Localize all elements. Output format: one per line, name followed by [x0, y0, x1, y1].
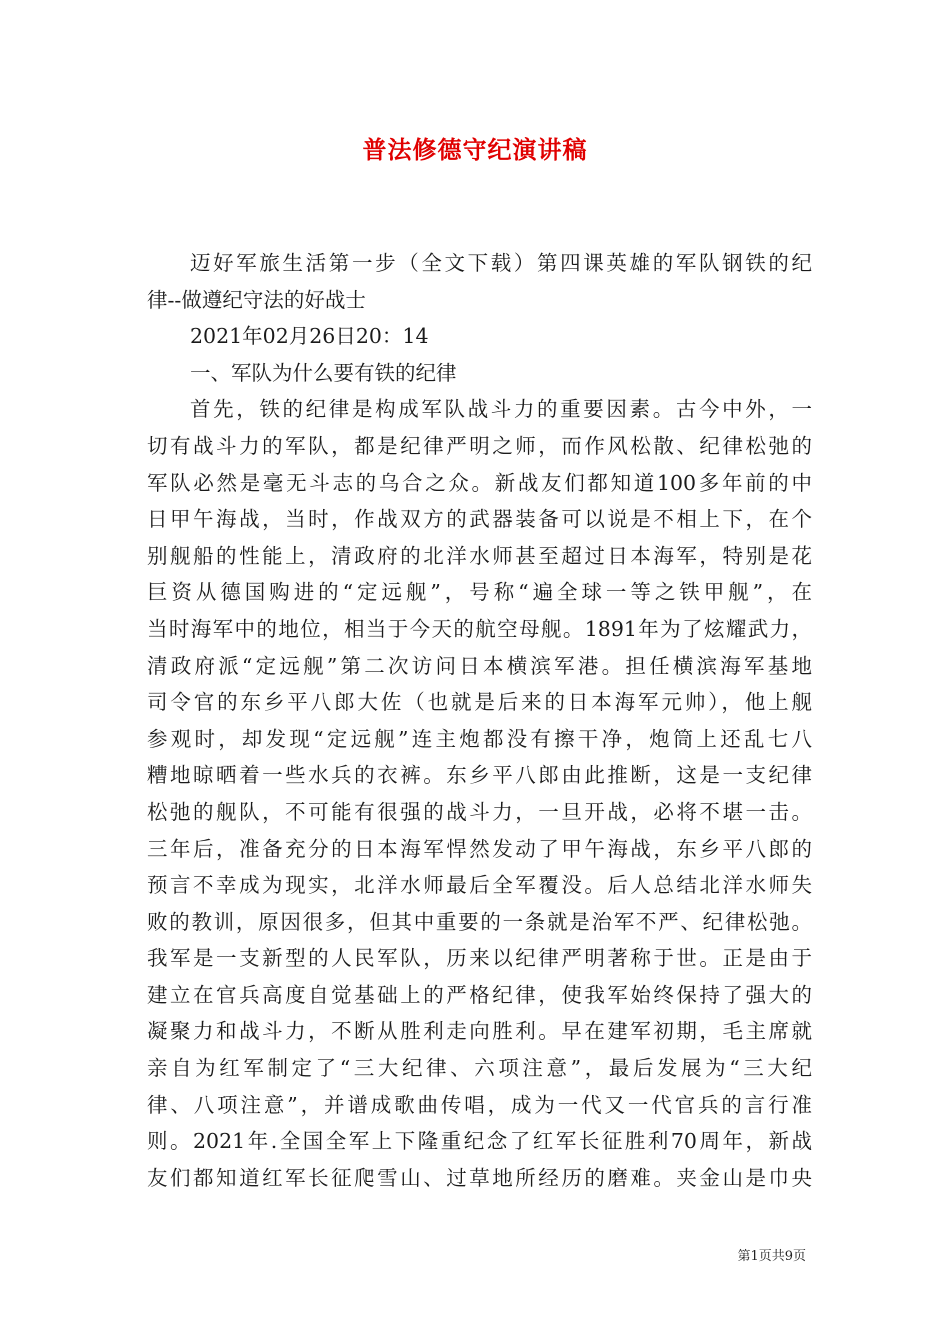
paragraph-line: 则。2021年.全国全军上下隆重纪念了红军长征胜利70周年，新战 [147, 1129, 812, 1154]
document-title: 普法修德守纪演讲稿 [362, 135, 588, 164]
paragraph-line: 日甲午海战，当时，作战双方的武器装备可以说是不相上下，在个 [147, 507, 812, 532]
paragraph-line: 凝聚力和战斗力，不断从胜利走向胜利。早在建军初期，毛主席就 [147, 1019, 812, 1044]
paragraph-line: 别舰船的性能上，清政府的北洋水师甚至超过日本海军，特别是花 [147, 543, 812, 568]
paragraph-line: 军队必然是毫无斗志的乌合之众。新战友们都知道100多年前的中 [147, 470, 812, 495]
paragraph-line: 2021年02月26日20：14 [190, 324, 429, 349]
section-heading: 一、军队为什么要有铁的纪律 [190, 360, 457, 385]
page-number: 第1页共9页 [737, 1249, 806, 1264]
document-body [147, 245, 812, 1196]
paragraph-line: 松弛的舰队，不可能有很强的战斗力，一旦开战，必将不堪一击。 [147, 799, 812, 824]
paragraph-line: 糟地晾晒着一些水兵的衣裤。东乡平八郎由此推断，这是一支纪律 [147, 763, 812, 788]
paragraph-line: 律--做遵纪守法的好战士 [147, 287, 366, 312]
paragraph-line: 律、八项注意”，并谱成歌曲传唱，成为一代又一代官兵的言行准 [147, 1092, 812, 1117]
paragraph-line: 败的教训，原因很多，但其中重要的一条就是治军不严、纪律松弛。 [147, 909, 812, 934]
paragraph-line: 我军是一支新型的人民军队，历来以纪律严明著称于世。正是由于 [147, 946, 812, 971]
paragraph-line: 巨资从德国购进的“定远舰”，号称“遍全球一等之铁甲舰”，在 [147, 580, 812, 605]
paragraph-line: 清政府派“定远舰”第二次访问日本横滨军港。担任横滨海军基地 [147, 653, 812, 678]
paragraph-line: 参观时，却发现“定远舰”连主炮都没有擦干净，炮筒上还乱七八 [147, 726, 812, 751]
paragraph-line: 当时海军中的地位，相当于今天的航空母舰。1891年为了炫耀武力， [147, 616, 812, 641]
paragraph-line: 迈好军旅生活第一步（全文下载）第四课英雄的军队钢铁的纪 [190, 251, 812, 275]
paragraph-line: 预言不幸成为现实，北洋水师最后全军覆没。后人总结北洋水师失 [147, 873, 812, 898]
paragraph-line: 三年后，准备充分的日本海军悍然发动了甲午海战，东乡平八郎的 [147, 836, 812, 861]
paragraph-line: 友们都知道红军长征爬雪山、过草地所经历的磨难。夹金山是巾央 [147, 1165, 812, 1190]
paragraph-line: 司令官的东乡平八郎大佐（也就是后来的日本海军元帅），他上舰 [147, 690, 812, 715]
paragraph-line: 建立在官兵高度自觉基础上的严格纪律，使我军始终保持了强大的 [147, 982, 812, 1007]
paragraph-line: 首先，铁的纪律是构成军队战斗力的重要因素。古今中外，一 [190, 397, 812, 422]
paragraph-line: 切有战斗力的军队，都是纪律严明之师，而作风松散、纪律松弛的 [147, 433, 812, 458]
paragraph-line: 亲自为红军制定了“三大纪律、六项注意”，最后发展为“三大纪 [147, 1056, 812, 1081]
